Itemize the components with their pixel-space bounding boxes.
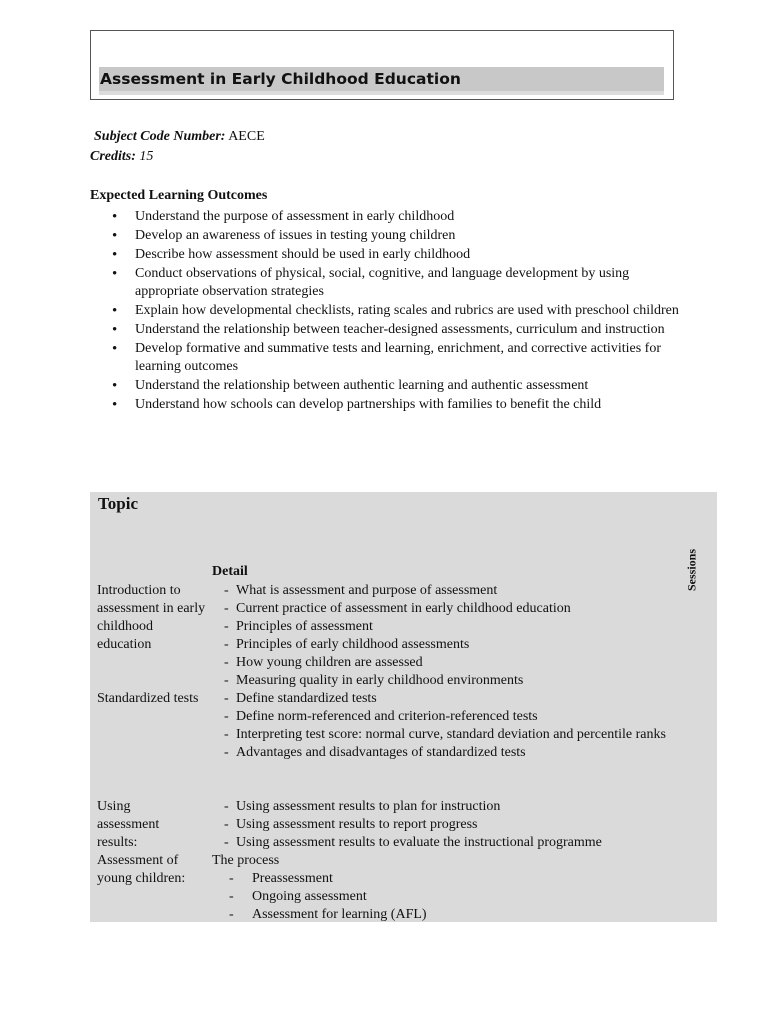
detail-item: - Using assessment results to report progress (212, 816, 672, 834)
outcome-item: • Conduct observations of physical, social, cognitive, and language development by using appropriate observation strategies (90, 265, 690, 301)
detail-item: - How young children are assessed (212, 654, 672, 672)
title-bar (99, 67, 664, 95)
outcome-item: • Explain how developmental checklists, rating scales and rubrics are used with preschool children (90, 302, 690, 320)
credits-value: 15 (139, 149, 154, 164)
outcome-item: • Understand the relationship between teacher-designed assessments, curriculum and instruction (90, 321, 690, 339)
outcome-item: • Develop an awareness of issues in testing young children (90, 227, 690, 245)
detail-list (212, 690, 672, 762)
detail-item: - Advantages and disadvantages of standardized tests (212, 744, 672, 762)
credits-label: Credits: (90, 149, 136, 164)
detail-item: - Principles of early childhood assessments (212, 636, 672, 654)
detail-item: - What is assessment and purpose of assessment (212, 582, 672, 600)
outcome-item: • Understand how schools can develop partnerships with families to benefit the child (90, 396, 690, 414)
detail-list (212, 582, 672, 690)
credits (90, 148, 153, 166)
topic-header: Topic (98, 494, 139, 513)
document-title: Assessment in Early Childhood Education (100, 70, 461, 88)
detail-item: - Interpreting test score: normal curve, standard deviation and percentile ranks (212, 726, 672, 744)
sessions-header-label: Sessions (684, 548, 699, 592)
process-item: - Assessment for learning (AFL) (212, 906, 612, 924)
outcomes-list (90, 208, 690, 415)
detail-item: - Using assessment results to evaluate the instructional programme (212, 834, 672, 852)
detail-item: - Measuring quality in early childhood environments (212, 672, 672, 690)
outcome-item: • Understand the relationship between authentic learning and authentic assessment (90, 377, 690, 395)
title-box (90, 30, 674, 100)
process-item: - Ongoing assessment (212, 888, 612, 906)
detail-item: - Define norm-referenced and criterion-referenced tests (212, 708, 672, 726)
detail-item: - Define standardized tests (212, 690, 672, 708)
topic-table (90, 492, 717, 922)
process-item: - Preassessment (212, 870, 612, 888)
subject-code-label: Subject Code Number: (94, 129, 226, 144)
subject-code-value: AECE (228, 129, 265, 144)
sessions-header (677, 530, 707, 610)
detail-item: - Using assessment results to plan for instruction (212, 798, 672, 816)
detail-header: Detail (212, 564, 248, 579)
topic-cell: Using assessment results: (97, 799, 160, 850)
detail-item: - Current practice of assessment in early childhood education (212, 600, 672, 618)
subject-code (94, 128, 265, 146)
topic-cell: Assessment of young children: (97, 853, 186, 886)
process-label: The process (212, 853, 280, 868)
outcomes-heading: Expected Learning Outcomes (90, 188, 268, 203)
outcome-item: • Understand the purpose of assessment in early childhood (90, 208, 690, 226)
detail-item: - Principles of assessment (212, 618, 672, 636)
process-list (212, 870, 612, 924)
topic-cell: Standardized tests (97, 691, 199, 706)
topic-cell: Introduction to assessment in early childhood education (97, 583, 206, 652)
outcome-item: • Describe how assessment should be used in early childhood (90, 246, 690, 264)
outcome-item: • Develop formative and summative tests and learning, enrichment, and corrective activities for learning outcomes (90, 340, 690, 376)
detail-list (212, 798, 672, 852)
